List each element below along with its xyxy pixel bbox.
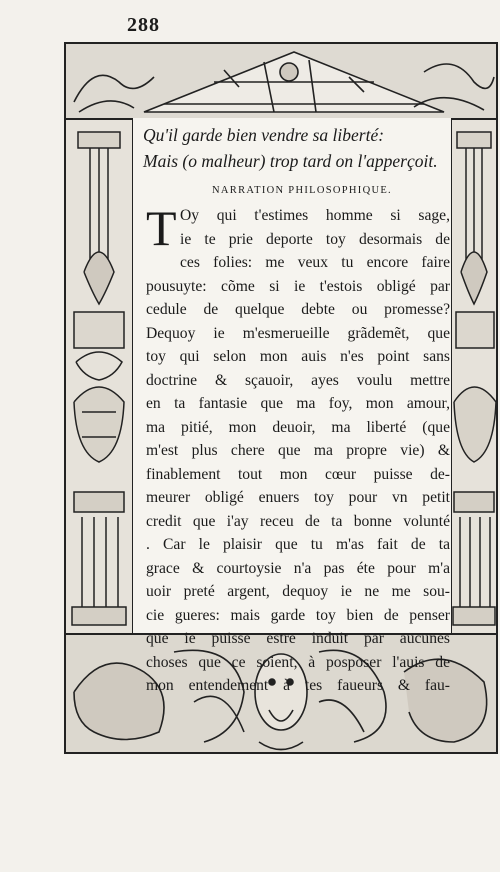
body-line: pousuyte: cõme si ie t'estois obligé par (146, 277, 450, 295)
body-line: uoir preté argent, dequoy ie ne me sou- (146, 583, 450, 600)
body-line: Oy qui t'estimes homme si sage, (180, 207, 450, 224)
drop-cap: T (146, 200, 177, 256)
body-line: finablement tout mon cœur puisse de- (146, 465, 450, 483)
body-line: cie gueres: mais garde toy bien de penser (146, 606, 450, 624)
motto-line-1: Qu'il garde bien vendre sa liberté: (143, 125, 385, 145)
body-line: ces folies: me veux tu encore faire (180, 254, 450, 271)
body-line: ie te prie deporte toy desormais de (180, 230, 450, 248)
body-line: . Car le plaisir que tu m'as fait de ta (146, 536, 450, 553)
body-line: toy qui selon mon auis n'es point sans (146, 348, 450, 365)
body-line: m'est plus chere que ma propre vie) & (146, 442, 450, 459)
body-line: en ta fantasie que ma foy, mon amour, (146, 395, 450, 412)
motto-line-2: Mais (o malheur) trop tard on l'apperçoit. (143, 151, 438, 171)
body-line: Dequoy ie m'esmerueille grãdemẽt, que (146, 324, 450, 342)
body-text (146, 200, 450, 698)
motto (143, 122, 443, 174)
body-line: meurer obligé enuers toy pour vn petit (146, 489, 450, 506)
body-line: credit que i'ay receu de ta bonne volunté (146, 512, 450, 530)
body-line: grace & courtoysie n'a pas éte pour m'a (146, 559, 450, 577)
body-line: mon entendement à tes faueurs & fau- (146, 677, 450, 694)
body-line: choses que ce soient, à posposer l'auis de (146, 653, 450, 671)
section-heading: NARRATION PHILOSOPHIQUE. (212, 185, 392, 196)
body-line: que ie puisse estre induit par aucunes (146, 630, 450, 647)
page-number: 288 (127, 14, 160, 36)
body-line: cedule de quelque debte ou promesse? (146, 301, 450, 318)
body-line: ma pitié, mon deuoir, ma liberté (que (146, 418, 450, 436)
body-line: doctrine & sçauoir, ayes voulu mettre (146, 371, 450, 389)
